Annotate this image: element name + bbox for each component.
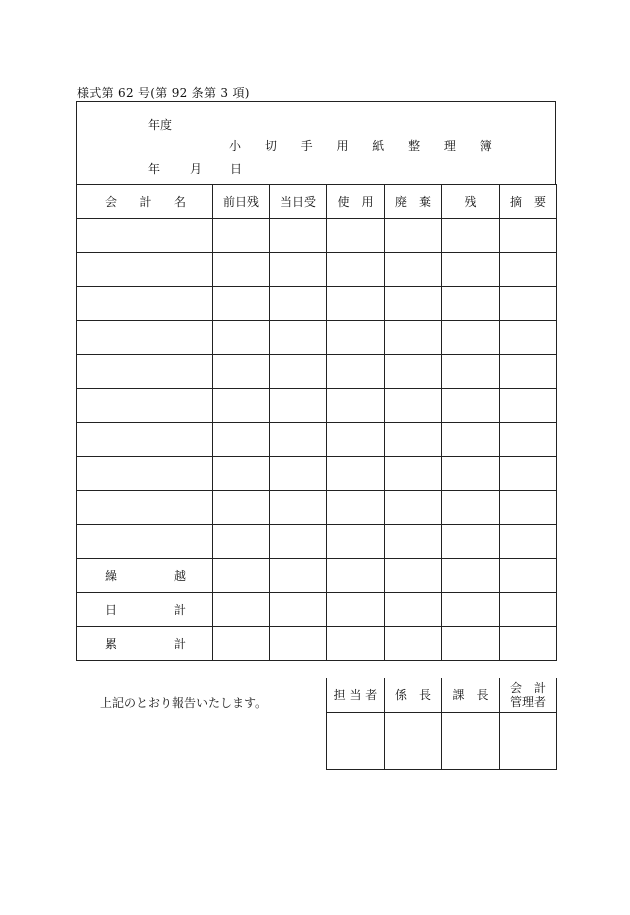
ledger-cell (500, 321, 557, 355)
ledger-cell (270, 491, 327, 525)
ledger-cell (442, 559, 500, 593)
ledger-entry-row (77, 423, 557, 457)
ledger-cell (442, 457, 500, 491)
ledger-cell (270, 559, 327, 593)
report-statement: 上記のとおり報告いたします。 (100, 696, 268, 710)
stamp-box-chief (385, 712, 442, 769)
column-header-remarks: 摘 要 (500, 185, 557, 219)
ledger-cell (327, 321, 385, 355)
approval-chief-label: 係 長 (385, 678, 442, 712)
ledger-entry-row (77, 219, 557, 253)
column-header-received-today: 当日受 (270, 185, 327, 219)
ledger-cell (270, 287, 327, 321)
date-year-label: 年 (148, 162, 161, 176)
stamp-box-person-in-charge (327, 712, 385, 769)
carried-forward-row (77, 559, 557, 593)
ledger-cell (442, 219, 500, 253)
ledger-cell (442, 287, 500, 321)
ledger-cell (442, 355, 500, 389)
daily-total-row (77, 593, 557, 627)
date-month-label: 月 (190, 162, 203, 176)
ledger-cell (385, 253, 442, 287)
column-header-used: 使 用 (327, 185, 385, 219)
ledger-cell (77, 253, 213, 287)
ledger-cell (270, 457, 327, 491)
form-number: 様式第 62 号(第 92 条第 3 項) (77, 86, 250, 100)
ledger-cell (500, 287, 557, 321)
ledger-cell (385, 457, 442, 491)
ledger-cell (270, 321, 327, 355)
approval-person-in-charge-label: 担 当 者 (327, 678, 385, 712)
summary-row-label: 日 計 (77, 593, 213, 627)
ledger-cell (385, 355, 442, 389)
ledger-header-row (77, 185, 557, 219)
ledger-entry-row (77, 389, 557, 423)
ledger-cell (385, 287, 442, 321)
ledger-cell (385, 593, 442, 627)
ledger-cell (327, 491, 385, 525)
ledger-cell (270, 389, 327, 423)
ledger-cell (213, 355, 270, 389)
ledger-cell (327, 627, 385, 661)
stamp-box-section-manager (442, 712, 500, 769)
ledger-cell (500, 627, 557, 661)
date-day-label: 日 (230, 162, 243, 176)
ledger-cell (270, 593, 327, 627)
ledger-cell (213, 457, 270, 491)
ledger-cell (327, 525, 385, 559)
ledger-cell (500, 525, 557, 559)
ledger-cell (385, 219, 442, 253)
ledger-entry-row (77, 355, 557, 389)
fiscal-year-label: 年度 (148, 118, 173, 132)
summary-row-label: 繰 越 (77, 559, 213, 593)
ledger-cell (442, 525, 500, 559)
column-header-discarded: 廃 棄 (385, 185, 442, 219)
column-header-previous-balance: 前日残 (213, 185, 270, 219)
ledger-cell (442, 253, 500, 287)
ledger-cell (385, 423, 442, 457)
ledger-cell (385, 627, 442, 661)
ledger-cell (213, 219, 270, 253)
ledger-cell (213, 491, 270, 525)
ledger-header-frame (76, 101, 556, 184)
ledger-table (76, 184, 557, 661)
ledger-entry-row (77, 287, 557, 321)
ledger-cell (327, 593, 385, 627)
ledger-cell (327, 423, 385, 457)
ledger-cell (77, 491, 213, 525)
stamp-box-accounting-manager (500, 712, 557, 769)
approval-stamp-row (327, 712, 557, 769)
ledger-cell (327, 253, 385, 287)
ledger-entry-row (77, 253, 557, 287)
cumulative-total-row (77, 627, 557, 661)
ledger-entry-row (77, 457, 557, 491)
ledger-entry-row (77, 525, 557, 559)
ledger-cell (500, 253, 557, 287)
ledger-cell (77, 457, 213, 491)
approval-stamp-table (326, 678, 557, 770)
ledger-cell (213, 389, 270, 423)
ledger-cell (213, 593, 270, 627)
date-line (148, 160, 242, 177)
ledger-cell (77, 219, 213, 253)
ledger-cell (385, 491, 442, 525)
ledger-cell (77, 321, 213, 355)
ledger-cell (327, 457, 385, 491)
ledger-cell (500, 423, 557, 457)
ledger-cell (442, 389, 500, 423)
ledger-cell (270, 253, 327, 287)
ledger-cell (77, 525, 213, 559)
column-header-account-name: 会 計 名 (77, 185, 213, 219)
ledger-cell (270, 355, 327, 389)
approval-section-manager-label: 課 長 (442, 678, 500, 712)
ledger-cell (385, 525, 442, 559)
ledger-cell (442, 423, 500, 457)
document-title: 小 切 手 用 紙 整 理 簿 (229, 139, 502, 153)
approval-accounting-manager-label: 会 計 管理者 (500, 678, 557, 712)
approval-header-row (327, 678, 557, 712)
ledger-cell (213, 423, 270, 457)
ledger-cell (213, 627, 270, 661)
ledger-cell (327, 287, 385, 321)
ledger-cell (385, 559, 442, 593)
ledger-cell (213, 287, 270, 321)
ledger-cell (327, 219, 385, 253)
ledger-cell (213, 525, 270, 559)
ledger-entry-row (77, 321, 557, 355)
ledger-cell (385, 389, 442, 423)
ledger-cell (213, 253, 270, 287)
ledger-cell (77, 287, 213, 321)
ledger-cell (500, 559, 557, 593)
ledger-cell (327, 355, 385, 389)
ledger-cell (500, 593, 557, 627)
ledger-cell (500, 491, 557, 525)
ledger-cell (77, 355, 213, 389)
ledger-cell (270, 423, 327, 457)
ledger-cell (442, 627, 500, 661)
ledger-cell (213, 559, 270, 593)
ledger-cell (270, 525, 327, 559)
ledger-cell (442, 593, 500, 627)
ledger-cell (500, 355, 557, 389)
summary-row-label: 累 計 (77, 627, 213, 661)
ledger-cell (442, 321, 500, 355)
ledger-cell (327, 389, 385, 423)
ledger-cell (213, 321, 270, 355)
column-header-balance: 残 (442, 185, 500, 219)
ledger-cell (500, 457, 557, 491)
ledger-cell (385, 321, 442, 355)
ledger-cell (327, 559, 385, 593)
ledger-cell (500, 389, 557, 423)
ledger-cell (270, 219, 327, 253)
ledger-cell (442, 491, 500, 525)
ledger-cell (77, 389, 213, 423)
ledger-entry-row (77, 491, 557, 525)
ledger-cell (77, 423, 213, 457)
ledger-cell (500, 219, 557, 253)
ledger-cell (270, 627, 327, 661)
